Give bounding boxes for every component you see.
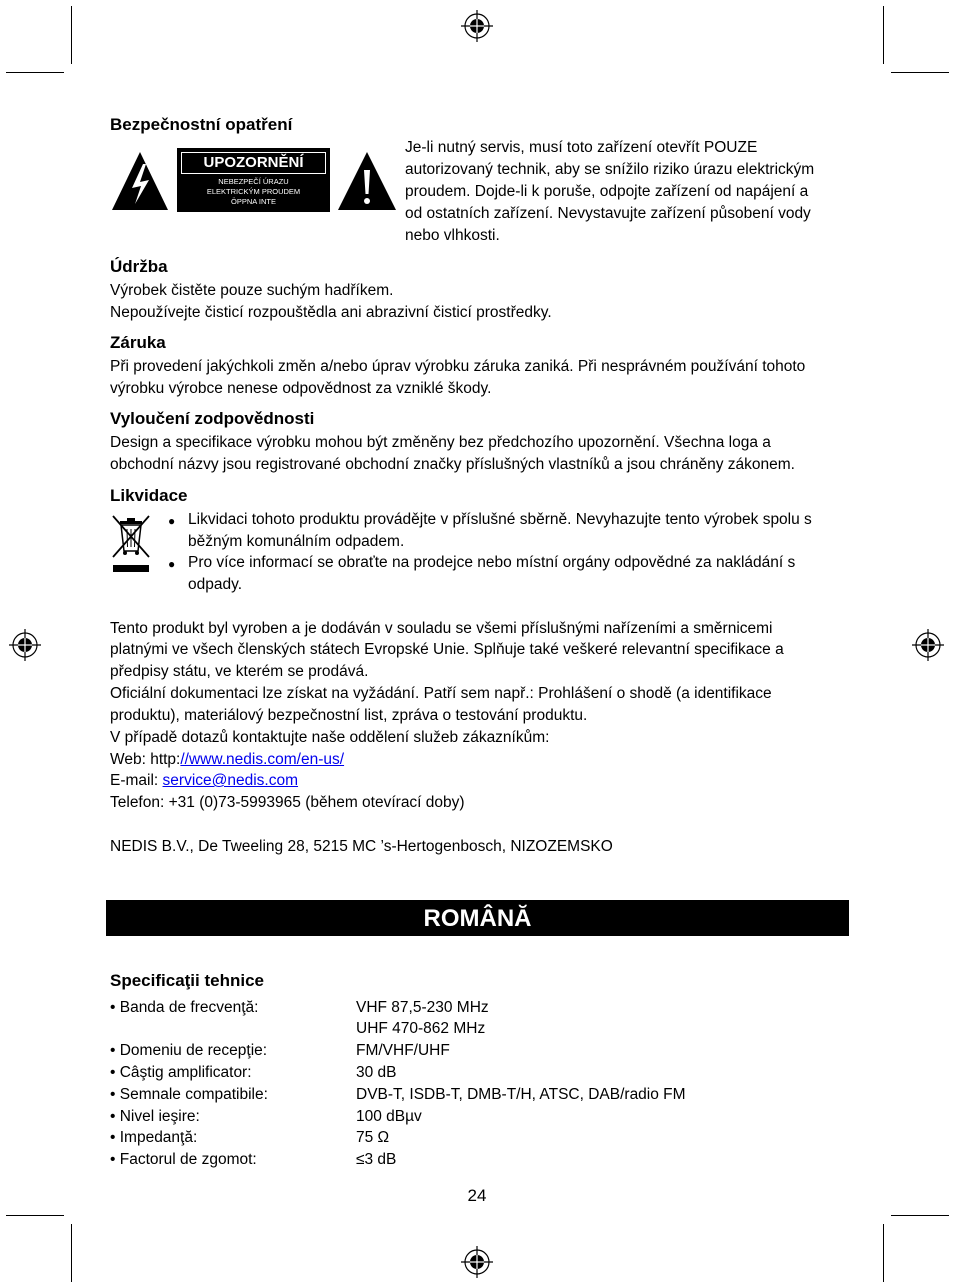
- disclaimer-text-line: Design a specifikace výrobku mohou být změněny bez předchozího upozornění. Všechna loga a: [110, 434, 771, 451]
- compliance-text-line: předpisy státu, ve kterém se prodává.: [110, 663, 369, 680]
- disposal-heading: Likvidace: [110, 486, 188, 505]
- spec-value: UHF 470-862 MHz: [356, 1020, 486, 1037]
- disposal-bullet-line: běžným komunálním odpadem.: [188, 533, 405, 550]
- safety-heading: Bezpečnostní opatření: [110, 115, 293, 134]
- bullet-dot: ●: [168, 514, 176, 528]
- spec-value: 100 dBµv: [356, 1108, 422, 1125]
- warranty-text-line: Při provedení jakýchkoli změn a/nebo úprav výrobku záruka zaniká. Při nesprávném používání tohoto: [110, 358, 806, 375]
- disclaimer-text-line: obchodní názvy jsou registrované obchodní značky příslušných vlastníků a jsou chráněny zákonem.: [110, 456, 795, 473]
- crossed-out-wheelie-bin-icon: [110, 513, 152, 575]
- spec-label: • Banda de frecvenţă:: [110, 999, 259, 1016]
- crop-mark: [71, 1224, 72, 1282]
- email-link[interactable]: service@nedis.com: [162, 772, 299, 789]
- warranty-text-line: výrobku výrobce nenese odpovědnost za vzniklé škody.: [110, 380, 492, 397]
- spec-label: • Semnale compatibile:: [110, 1086, 268, 1103]
- bullet-dot: ●: [168, 557, 176, 571]
- warning-label-line: NEBEZPEČÍ ÚRAZU: [218, 177, 289, 186]
- specs-heading: Specificaţii tehnice: [110, 971, 264, 990]
- spec-value: VHF 87,5-230 MHz: [356, 999, 489, 1016]
- phone-line: Telefon: +31 (0)73-5993965 (během otevírací doby): [110, 794, 465, 811]
- disposal-bullet-line: odpady.: [188, 576, 243, 593]
- crop-mark: [891, 1215, 949, 1216]
- spec-label: • Factorul de zgomot:: [110, 1151, 257, 1168]
- warranty-heading: Záruka: [110, 333, 166, 352]
- email-label: E-mail:: [110, 772, 163, 789]
- language-banner: ROMÂNĂ: [106, 900, 849, 936]
- email-line: [110, 770, 298, 792]
- spec-value: FM/VHF/UHF: [356, 1042, 450, 1059]
- compliance-text-line: Oficiální dokumentaci lze získat na vyžádání. Patří sem např.: Prohlášení o shodě (a identifikace: [110, 685, 772, 702]
- spec-label: • Impedanţă:: [110, 1129, 198, 1146]
- compliance-text-line: platnými ve všech členských státech Evropské Unie. Splňuje také veškeré relevantní specifikace a: [110, 641, 784, 658]
- compliance-text-line: Tento produkt byl vyroben a je dodáván v souladu se všemi příslušnými nařízeními a směrnicemi: [110, 620, 773, 637]
- web-link[interactable]: //www.nedis.com/en-us/: [180, 751, 345, 768]
- maintenance-heading: Údržba: [110, 257, 168, 276]
- disclaimer-heading: Vyloučení zodpovědnosti: [110, 409, 315, 428]
- spec-label: • Domeniu de recepţie:: [110, 1042, 268, 1059]
- maintenance-text-line: Nepoužívejte čisticí rozpouštědla ani abrazivní čisticí prostředky.: [110, 304, 552, 321]
- spec-value: DVB-T, ISDB-T, DMB-T/H, ATSC, DAB/radio FM: [356, 1086, 686, 1103]
- compliance-text-line: produktu), materiálový bezpečnostní list, zpráva o testování produktu.: [110, 707, 588, 724]
- safety-text-line: autorizovaný technik, aby se snížilo riziko úrazu elektrickým: [405, 161, 815, 178]
- web-line: [110, 749, 344, 771]
- warning-label-line: ÖPPNA INTE: [230, 197, 276, 206]
- crop-mark: [71, 6, 72, 64]
- crop-mark: [883, 6, 884, 64]
- exclamation-warning-icon: [336, 150, 398, 212]
- spec-label: • Nivel ieşire:: [110, 1108, 200, 1125]
- safety-text-line: od ostatních zařízení. Nevystavujte zařízení působení vody: [405, 205, 811, 222]
- spec-value: ≤3 dB: [356, 1151, 397, 1168]
- safety-text-line: proudem. Dojde-li k poruše, odpojte zařízení od napájení a: [405, 183, 809, 200]
- disposal-bullet-line: Pro více informací se obraťte na prodejce nebo místní orgány odpovědné za nakládání s: [188, 554, 796, 571]
- spec-label: • Câştig amplificator:: [110, 1064, 252, 1081]
- crop-mark: [6, 1215, 64, 1216]
- registration-mark-icon: [460, 9, 494, 43]
- spec-value: 30 dB: [356, 1064, 397, 1081]
- web-label: Web: http:: [110, 751, 181, 768]
- warning-label-title: UPOZORNĚNÍ: [181, 152, 326, 174]
- maintenance-text-line: Výrobek čistěte pouze suchým hadříkem.: [110, 282, 394, 299]
- spec-value: 75 Ω: [356, 1129, 390, 1146]
- registration-mark-icon: [460, 1245, 494, 1279]
- crop-mark: [891, 72, 949, 73]
- safety-text-line: nebo vlhkosti.: [405, 227, 500, 244]
- warning-label: [177, 148, 330, 212]
- address-line: NEDIS B.V., De Tweeling 28, 5215 MC ’s-Hertogenbosch, NIZOZEMSKO: [110, 838, 613, 855]
- disposal-bullet-line: Likvidaci tohoto produktu provádějte v příslušné sběrně. Nevyhazujte tento výrobek spolu s: [188, 511, 812, 528]
- registration-mark-icon: [8, 628, 42, 662]
- safety-text-line: Je-li nutný servis, musí toto zařízení otevřít POUZE: [405, 139, 758, 156]
- registration-mark-icon: [911, 628, 945, 662]
- electric-shock-warning-icon: [110, 150, 170, 212]
- page-number: 24: [467, 1186, 487, 1205]
- crop-mark: [6, 72, 64, 73]
- crop-mark: [883, 1224, 884, 1282]
- warning-label-line: ELEKTRICKÝM PROUDEM: [206, 187, 301, 196]
- compliance-text-line: V případě dotazů kontaktujte naše oddělení služeb zákazníkům:: [110, 729, 550, 746]
